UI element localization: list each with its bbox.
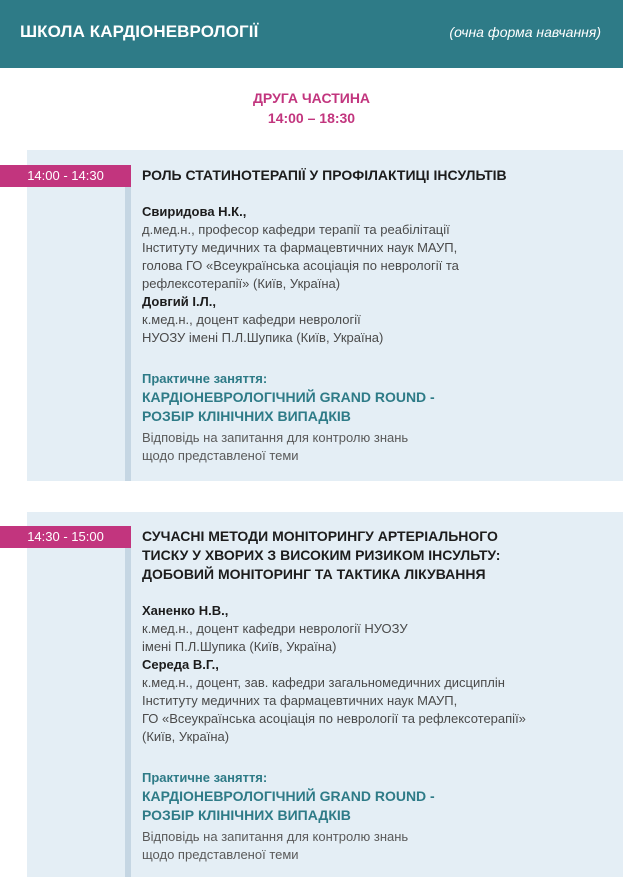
speakers-2: [142, 602, 612, 746]
speaker-affiliation: ГО «Всеукраїнська асоціація по неврології та рефлексотерапії»: [142, 711, 526, 726]
speaker-affiliation: (Київ, Україна): [142, 729, 230, 744]
practice-title-line: РОЗБІР КЛІНІЧНИХ ВИПАДКІВ: [142, 408, 351, 424]
practice-description: Відповідь на запитання для контролю знань: [142, 430, 409, 445]
time-badge-1: 14:00 - 14:30: [0, 165, 131, 187]
study-mode: (очна форма навчання): [449, 24, 601, 40]
practice-description: щодо представленої теми: [142, 847, 299, 862]
speaker-name: Середа В.Г.,: [142, 657, 219, 672]
practice-description: щодо представленої теми: [142, 448, 299, 463]
speaker-affiliation: Інституту медичних та фармацевтичних наук МАУП,: [142, 240, 458, 255]
talk-title-line: ДОБОВИЙ МОНІТОРИНГ ТА ТАКТИКА ЛІКУВАННЯ: [142, 566, 486, 582]
practice-title-line: КАРДІОНЕВРОЛОГІЧНИЙ GRAND ROUND -: [142, 788, 435, 804]
talk-title-line: РОЛЬ СТАТИНОТЕРАПІЇ У ПРОФІЛАКТИЦІ ІНСУЛЬТІВ: [142, 167, 507, 183]
time-badge-2: 14:30 - 15:00: [0, 526, 131, 548]
header-bar: [0, 0, 623, 68]
talk-title-line: СУЧАСНІ МЕТОДИ МОНІТОРИНГУ АРТЕРІАЛЬНОГО: [142, 528, 498, 544]
talk-title-2: [142, 527, 612, 584]
speaker-affiliation: к.мед.н., доцент, зав. кафедри загальномедичних дисциплін: [142, 675, 505, 690]
speaker-affiliation: НУОЗУ імені П.Л.Шупика (Київ, Україна): [142, 330, 384, 345]
session-divider-2: [125, 548, 131, 877]
practice-2: [142, 769, 612, 864]
speaker-affiliation: к.мед.н., доцент кафедри неврології НУОЗУ: [142, 621, 408, 636]
part-title: ДРУГА ЧАСТИНА: [252, 90, 371, 106]
practice-description: Відповідь на запитання для контролю знань: [142, 829, 409, 844]
talk-title-1: [142, 166, 612, 185]
practice-label: Практичне заняття:: [142, 371, 268, 386]
speaker-name: Свиридова Н.К.,: [142, 204, 247, 219]
speaker-affiliation: імені П.Л.Шупика (Київ, Україна): [142, 639, 337, 654]
speaker-name: Довгий І.Л.,: [142, 294, 216, 309]
speaker-affiliation: рефлексотерапії» (Київ, Україна): [142, 276, 341, 291]
talk-title-line: ТИСКУ У ХВОРИХ З ВИСОКИМ РИЗИКОМ ІНСУЛЬТУ:: [142, 547, 501, 563]
speaker-affiliation: д.мед.н., професор кафедри терапії та реабілітації: [142, 222, 450, 237]
school-title: ШКОЛА КАРДІОНЕВРОЛОГІЇ: [20, 22, 259, 41]
practice-title-line: РОЗБІР КЛІНІЧНИХ ВИПАДКІВ: [142, 807, 351, 823]
speaker-affiliation: голова ГО «Всеукраїнська асоціація по неврології та: [142, 258, 459, 273]
speaker-affiliation: Інституту медичних та фармацевтичних наук МАУП,: [142, 693, 458, 708]
session-divider-1: [125, 187, 131, 481]
part-time: 14:00 – 18:30: [267, 110, 356, 126]
practice-label: Практичне заняття:: [142, 770, 268, 785]
practice-title-line: КАРДІОНЕВРОЛОГІЧНИЙ GRAND ROUND -: [142, 389, 435, 405]
speakers-1: [142, 203, 612, 347]
speaker-name: Ханенко Н.В.,: [142, 603, 229, 618]
speaker-affiliation: к.мед.н., доцент кафедри неврології: [142, 312, 361, 327]
practice-1: [142, 370, 612, 465]
